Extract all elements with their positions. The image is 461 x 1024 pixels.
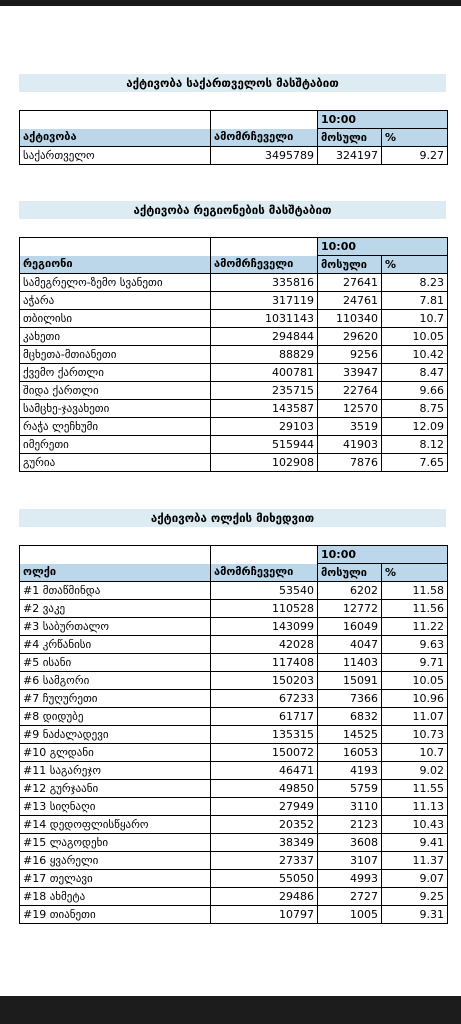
turnout-column-header: მოსული bbox=[318, 564, 382, 582]
turnout-percent-cell: 10.43 bbox=[382, 816, 448, 834]
table-row bbox=[20, 600, 448, 618]
header-blank bbox=[211, 546, 318, 564]
table-row bbox=[20, 328, 448, 346]
header-blank bbox=[211, 238, 318, 256]
table-row bbox=[20, 798, 448, 816]
time-header: 10:00 bbox=[318, 546, 448, 564]
registered-voters-cell: 110528 bbox=[211, 600, 318, 618]
turnout-count-cell: 5759 bbox=[318, 780, 382, 798]
table-row bbox=[20, 870, 448, 888]
percent-column-header: % bbox=[382, 256, 448, 274]
row-name-cell: საქართველო bbox=[20, 147, 211, 165]
turnout-count-cell: 4993 bbox=[318, 870, 382, 888]
row-name-cell: რაჭა ლეჩხუმი bbox=[20, 418, 211, 436]
turnout-count-cell: 15091 bbox=[318, 672, 382, 690]
turnout-column-header: მოსული bbox=[318, 256, 382, 274]
registered-column-header: ამომრჩეველი bbox=[211, 256, 318, 274]
turnout-percent-cell: 11.55 bbox=[382, 780, 448, 798]
table-row bbox=[20, 418, 448, 436]
row-name-cell: #1 მთაწმინდა bbox=[20, 582, 211, 600]
turnout-count-cell: 14525 bbox=[318, 726, 382, 744]
registered-voters-cell: 88829 bbox=[211, 346, 318, 364]
first-column-header: ოლქი bbox=[20, 564, 211, 582]
table-row bbox=[20, 654, 448, 672]
row-name-cell: სამცხე-ჯავახეთი bbox=[20, 400, 211, 418]
registered-voters-cell: 102908 bbox=[211, 454, 318, 472]
header-row-columns bbox=[20, 256, 448, 274]
turnout-count-cell: 3110 bbox=[318, 798, 382, 816]
percent-column-header: % bbox=[382, 564, 448, 582]
turnout-percent-cell: 11.22 bbox=[382, 618, 448, 636]
turnout-percent-cell: 11.13 bbox=[382, 798, 448, 816]
turnout-percent-cell: 10.96 bbox=[382, 690, 448, 708]
registered-voters-cell: 20352 bbox=[211, 816, 318, 834]
time-header: 10:00 bbox=[318, 111, 448, 129]
row-name-cell: #7 ჩუღურეთი bbox=[20, 690, 211, 708]
table-row bbox=[20, 346, 448, 364]
row-name-cell: #19 თიანეთი bbox=[20, 906, 211, 924]
table-row bbox=[20, 147, 448, 165]
header-row-columns bbox=[20, 564, 448, 582]
table-row bbox=[20, 672, 448, 690]
turnout-percent-cell: 9.27 bbox=[382, 147, 448, 165]
registered-voters-cell: 27949 bbox=[211, 798, 318, 816]
row-name-cell: #17 თელავი bbox=[20, 870, 211, 888]
row-name-cell: #15 ლაგოდეხი bbox=[20, 834, 211, 852]
turnout-count-cell: 27641 bbox=[318, 274, 382, 292]
row-name-cell: ქვემო ქართლი bbox=[20, 364, 211, 382]
registered-column-header: ამომრჩეველი bbox=[211, 564, 318, 582]
registered-voters-cell: 46471 bbox=[211, 762, 318, 780]
turnout-percent-cell: 11.58 bbox=[382, 582, 448, 600]
registered-voters-cell: 400781 bbox=[211, 364, 318, 382]
districts-table bbox=[19, 545, 448, 924]
turnout-count-cell: 16049 bbox=[318, 618, 382, 636]
table-row bbox=[20, 762, 448, 780]
header-blank bbox=[211, 111, 318, 129]
registered-voters-cell: 53540 bbox=[211, 582, 318, 600]
registered-voters-cell: 317119 bbox=[211, 292, 318, 310]
row-name-cell: #16 ყვარელი bbox=[20, 852, 211, 870]
turnout-percent-cell: 11.07 bbox=[382, 708, 448, 726]
row-name-cell: #13 სიღნაღი bbox=[20, 798, 211, 816]
registered-voters-cell: 29486 bbox=[211, 888, 318, 906]
districts-section-title: აქტივობა ოლქის მიხედვით bbox=[19, 509, 446, 527]
registered-voters-cell: 143587 bbox=[211, 400, 318, 418]
row-name-cell: #14 დედოფლისწყარო bbox=[20, 816, 211, 834]
row-name-cell: გურია bbox=[20, 454, 211, 472]
header-row-time bbox=[20, 238, 448, 256]
turnout-percent-cell: 7.81 bbox=[382, 292, 448, 310]
turnout-count-cell: 6202 bbox=[318, 582, 382, 600]
row-name-cell: #6 სამგორი bbox=[20, 672, 211, 690]
registered-voters-cell: 38349 bbox=[211, 834, 318, 852]
turnout-count-cell: 7366 bbox=[318, 690, 382, 708]
registered-voters-cell: 61717 bbox=[211, 708, 318, 726]
registered-voters-cell: 294844 bbox=[211, 328, 318, 346]
registered-voters-cell: 515944 bbox=[211, 436, 318, 454]
row-name-cell: შიდა ქართლი bbox=[20, 382, 211, 400]
registered-voters-cell: 1031143 bbox=[211, 310, 318, 328]
row-name-cell: #8 დიდუბე bbox=[20, 708, 211, 726]
registered-voters-cell: 42028 bbox=[211, 636, 318, 654]
table-row bbox=[20, 780, 448, 798]
turnout-percent-cell: 9.63 bbox=[382, 636, 448, 654]
turnout-percent-cell: 10.42 bbox=[382, 346, 448, 364]
turnout-column-header: მოსული bbox=[318, 129, 382, 147]
table-row bbox=[20, 582, 448, 600]
registered-voters-cell: 55050 bbox=[211, 870, 318, 888]
first-column-header: რეგიონი bbox=[20, 256, 211, 274]
registered-voters-cell: 150072 bbox=[211, 744, 318, 762]
turnout-percent-cell: 10.05 bbox=[382, 672, 448, 690]
regions-table bbox=[19, 237, 448, 472]
table-row bbox=[20, 364, 448, 382]
registered-voters-cell: 67233 bbox=[211, 690, 318, 708]
turnout-count-cell: 29620 bbox=[318, 328, 382, 346]
table-row bbox=[20, 274, 448, 292]
turnout-percent-cell: 10.73 bbox=[382, 726, 448, 744]
row-name-cell: კახეთი bbox=[20, 328, 211, 346]
turnout-percent-cell: 11.56 bbox=[382, 600, 448, 618]
time-header: 10:00 bbox=[318, 238, 448, 256]
row-name-cell: #5 ისანი bbox=[20, 654, 211, 672]
turnout-percent-cell: 8.75 bbox=[382, 400, 448, 418]
turnout-percent-cell: 9.25 bbox=[382, 888, 448, 906]
row-name-cell: #2 ვაკე bbox=[20, 600, 211, 618]
turnout-count-cell: 12570 bbox=[318, 400, 382, 418]
row-name-cell: თბილისი bbox=[20, 310, 211, 328]
turnout-percent-cell: 9.71 bbox=[382, 654, 448, 672]
turnout-count-cell: 24761 bbox=[318, 292, 382, 310]
turnout-count-cell: 3608 bbox=[318, 834, 382, 852]
country-table bbox=[19, 110, 448, 165]
registered-voters-cell: 235715 bbox=[211, 382, 318, 400]
registered-voters-cell: 49850 bbox=[211, 780, 318, 798]
header-blank bbox=[20, 546, 211, 564]
turnout-percent-cell: 9.07 bbox=[382, 870, 448, 888]
turnout-percent-cell: 10.7 bbox=[382, 310, 448, 328]
header-row-time bbox=[20, 546, 448, 564]
turnout-count-cell: 4193 bbox=[318, 762, 382, 780]
regions-section-title: აქტივობა რეგიონების მასშტაბით bbox=[19, 201, 446, 219]
table-row bbox=[20, 690, 448, 708]
turnout-count-cell: 16053 bbox=[318, 744, 382, 762]
table-row bbox=[20, 292, 448, 310]
registered-voters-cell: 27337 bbox=[211, 852, 318, 870]
turnout-count-cell: 110340 bbox=[318, 310, 382, 328]
registered-voters-cell: 135315 bbox=[211, 726, 318, 744]
turnout-count-cell: 3107 bbox=[318, 852, 382, 870]
turnout-percent-cell: 12.09 bbox=[382, 418, 448, 436]
turnout-count-cell: 4047 bbox=[318, 636, 382, 654]
turnout-percent-cell: 8.47 bbox=[382, 364, 448, 382]
turnout-percent-cell: 9.41 bbox=[382, 834, 448, 852]
row-name-cell: #4 კრწანისი bbox=[20, 636, 211, 654]
turnout-count-cell: 324197 bbox=[318, 147, 382, 165]
row-name-cell: #3 საბურთალო bbox=[20, 618, 211, 636]
table-row bbox=[20, 436, 448, 454]
turnout-count-cell: 12772 bbox=[318, 600, 382, 618]
table-row bbox=[20, 744, 448, 762]
bottom-navigation-bar bbox=[0, 996, 461, 1024]
turnout-count-cell: 9256 bbox=[318, 346, 382, 364]
turnout-percent-cell: 9.31 bbox=[382, 906, 448, 924]
turnout-count-cell: 2123 bbox=[318, 816, 382, 834]
turnout-count-cell: 22764 bbox=[318, 382, 382, 400]
turnout-count-cell: 33947 bbox=[318, 364, 382, 382]
turnout-percent-cell: 7.65 bbox=[382, 454, 448, 472]
turnout-percent-cell: 10.7 bbox=[382, 744, 448, 762]
row-name-cell: სამეგრელო-ზემო სვანეთი bbox=[20, 274, 211, 292]
row-name-cell: #18 ახმეტა bbox=[20, 888, 211, 906]
table-row bbox=[20, 454, 448, 472]
top-status-bar bbox=[0, 0, 461, 6]
turnout-count-cell: 11403 bbox=[318, 654, 382, 672]
turnout-percent-cell: 9.66 bbox=[382, 382, 448, 400]
table-row bbox=[20, 382, 448, 400]
row-name-cell: იმერეთი bbox=[20, 436, 211, 454]
turnout-count-cell: 6832 bbox=[318, 708, 382, 726]
row-name-cell: #9 ნაძალადევი bbox=[20, 726, 211, 744]
registered-voters-cell: 143099 bbox=[211, 618, 318, 636]
turnout-percent-cell: 8.23 bbox=[382, 274, 448, 292]
registered-voters-cell: 150203 bbox=[211, 672, 318, 690]
table-row bbox=[20, 906, 448, 924]
registered-voters-cell: 10797 bbox=[211, 906, 318, 924]
turnout-percent-cell: 10.05 bbox=[382, 328, 448, 346]
table-row bbox=[20, 400, 448, 418]
table-row bbox=[20, 834, 448, 852]
header-row-columns bbox=[20, 129, 448, 147]
table-row bbox=[20, 726, 448, 744]
table-row bbox=[20, 636, 448, 654]
table-row bbox=[20, 852, 448, 870]
table-row bbox=[20, 708, 448, 726]
turnout-percent-cell: 8.12 bbox=[382, 436, 448, 454]
header-blank bbox=[20, 238, 211, 256]
country-section-title: აქტივობა საქართველოს მასშტაბით bbox=[19, 74, 446, 92]
turnout-count-cell: 2727 bbox=[318, 888, 382, 906]
row-name-cell: #12 გურჯაანი bbox=[20, 780, 211, 798]
table-row bbox=[20, 816, 448, 834]
row-name-cell: #10 გლდანი bbox=[20, 744, 211, 762]
table-row bbox=[20, 310, 448, 328]
turnout-count-cell: 3519 bbox=[318, 418, 382, 436]
table-row bbox=[20, 888, 448, 906]
header-blank bbox=[20, 111, 211, 129]
row-name-cell: #11 საგარეჯო bbox=[20, 762, 211, 780]
registered-voters-cell: 335816 bbox=[211, 274, 318, 292]
row-name-cell: მცხეთა-მთიანეთი bbox=[20, 346, 211, 364]
turnout-percent-cell: 9.02 bbox=[382, 762, 448, 780]
header-row-time bbox=[20, 111, 448, 129]
registered-voters-cell: 117408 bbox=[211, 654, 318, 672]
first-column-header: აქტივობა bbox=[20, 129, 211, 147]
registered-voters-cell: 3495789 bbox=[211, 147, 318, 165]
percent-column-header: % bbox=[382, 129, 448, 147]
registered-voters-cell: 29103 bbox=[211, 418, 318, 436]
turnout-percent-cell: 11.37 bbox=[382, 852, 448, 870]
registered-column-header: ამომრჩეველი bbox=[211, 129, 318, 147]
table-row bbox=[20, 618, 448, 636]
turnout-count-cell: 41903 bbox=[318, 436, 382, 454]
row-name-cell: აჭარა bbox=[20, 292, 211, 310]
turnout-count-cell: 7876 bbox=[318, 454, 382, 472]
turnout-count-cell: 1005 bbox=[318, 906, 382, 924]
